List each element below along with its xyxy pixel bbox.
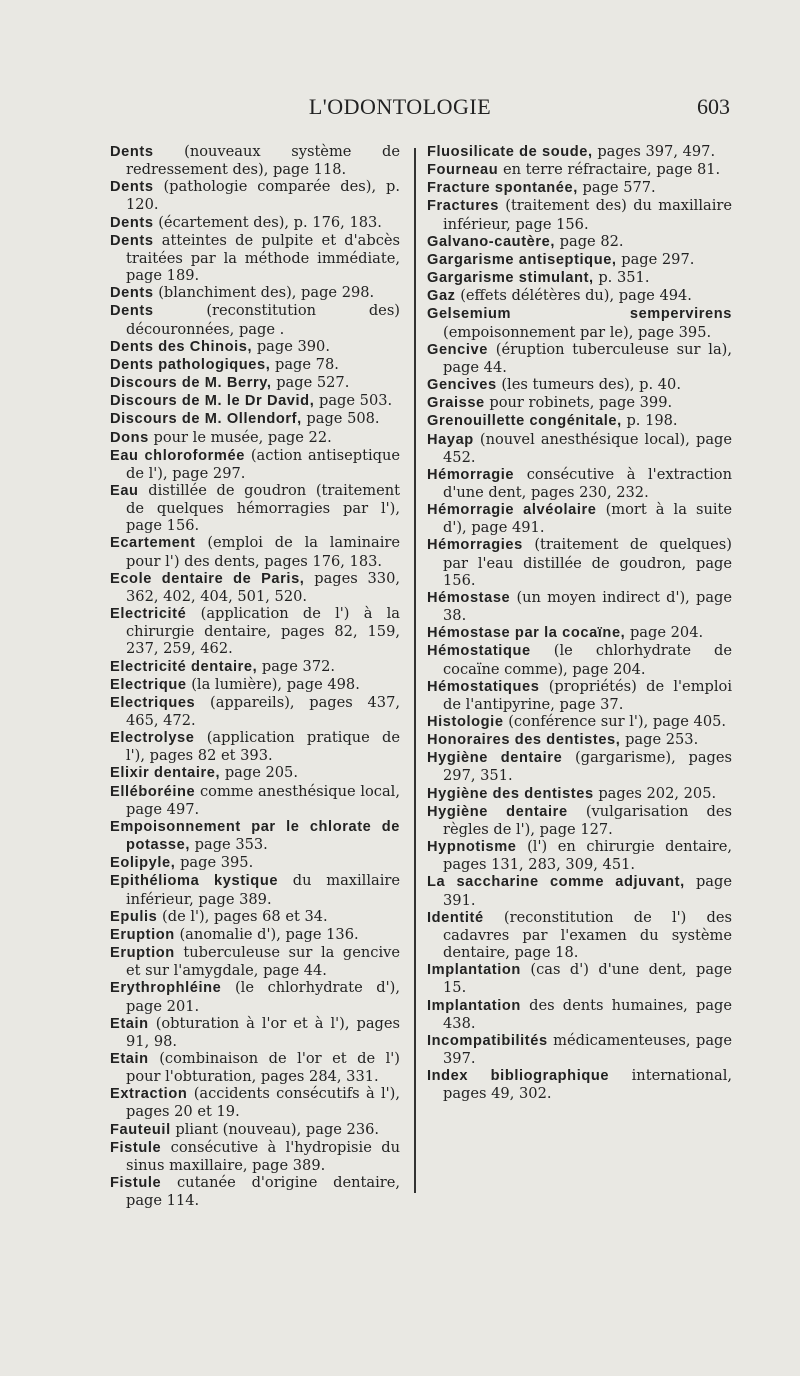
index-term: Eau [110, 482, 139, 499]
index-description: page 395. [180, 854, 254, 872]
index-entry [110, 1174, 400, 1209]
index-description: (l') en chirurgie dentaire, pages 131, 283, 309, 451. [443, 838, 733, 874]
index-term: Honoraires des dentistes, [427, 732, 621, 749]
index-entry [110, 872, 400, 907]
index-term: Implantation [427, 962, 521, 979]
index-description: (écartement des), p. 176, 183. [158, 213, 382, 231]
index-description: (mort à la suite d'), page 491. [443, 501, 733, 537]
index-entry [110, 658, 400, 676]
index-term: Discours de M. Ollendorf, [110, 411, 302, 428]
index-entry [427, 961, 732, 996]
index-term: Dents [110, 179, 154, 196]
index-entry [427, 197, 732, 232]
index-entry [427, 536, 732, 588]
index-description: distillée de goudron (traitement de quelques hémorragies par l'), page 156. [126, 481, 400, 535]
index-entry [427, 412, 732, 430]
index-entry [110, 605, 400, 657]
index-entry [110, 694, 400, 729]
index-entry [427, 749, 732, 784]
index-description: page 204. [629, 624, 704, 642]
index-term: Fauteuil [110, 1121, 171, 1138]
index-term: Extraction [110, 1086, 188, 1103]
index-term: Gaz [427, 288, 456, 305]
index-description: (traitement des) du maxillaire inférieur, page 156. [443, 197, 733, 233]
index-term: Ecole dentaire de Paris, [110, 570, 305, 587]
index-term: Erythrophléine [110, 980, 222, 997]
index-description: (obturation à l'or et à l'), pages 91, 98. [126, 1014, 400, 1050]
index-entry [110, 302, 400, 337]
index-term: Hémorragie [427, 466, 515, 483]
index-entry [427, 161, 732, 179]
index-description: (effets délétères du), page 494. [460, 287, 692, 305]
index-description: page 391. [443, 873, 732, 909]
index-description: page 508. [306, 410, 380, 428]
index-term: Dents pathologiques, [110, 356, 271, 373]
index-entry [110, 570, 400, 605]
index-term: Index bibliographique [427, 1068, 610, 1085]
index-term: Gencive [427, 341, 488, 358]
index-entry [110, 729, 400, 764]
index-description: page 297. [621, 250, 695, 268]
index-entry [427, 501, 732, 536]
index-description: (éruption tuberculeuse sur la), page 44. [443, 340, 732, 376]
index-description: (vulgarisation des règles de l'), page 127. [443, 802, 732, 838]
index-description: (conférence sur l'), page 405. [508, 713, 727, 730]
index-term: Hémostatiques [427, 678, 540, 695]
index-description: (gargarisme), pages 297, 351. [443, 749, 732, 785]
index-term: Ecartement [110, 535, 196, 552]
index-entry [110, 338, 400, 356]
index-entry [110, 908, 400, 926]
index-term: Galvano-cautère, [427, 233, 556, 250]
index-term: Dents [110, 303, 154, 320]
index-term: Identité [427, 909, 484, 926]
index-entry [427, 394, 732, 412]
index-entry [427, 678, 732, 713]
index-term: Dents [110, 285, 154, 302]
index-entry [110, 392, 400, 410]
index-description: des dents humaines, page 438. [443, 996, 733, 1032]
index-term: Hémostase par la cocaïne, [427, 625, 626, 642]
index-description: (emploi de la laminaire pour l') des dents, pages 176, 183. [126, 534, 401, 570]
index-description: cutanée d'origine dentaire, page 114. [126, 1174, 401, 1210]
index-entry [110, 429, 400, 447]
index-term: Hémostase [427, 589, 511, 606]
index-entry [427, 909, 732, 961]
index-entry [110, 783, 400, 818]
index-description: pages 330, 362, 402, 404, 501, 520. [126, 569, 401, 605]
index-description: (blanchiment des), page 298. [158, 284, 375, 302]
index-description: pages 202, 205. [598, 784, 717, 802]
index-term: Gelsemium sempervirens [427, 306, 732, 323]
index-term: Dons [110, 429, 149, 446]
index-term: Hémostatique [427, 643, 531, 660]
index-entry [110, 926, 400, 944]
index-entry [110, 1015, 400, 1050]
index-description: (anomalie d'), page 136. [179, 925, 359, 943]
index-entry [427, 431, 732, 466]
index-term: Electrolyse [110, 730, 195, 747]
index-entry [110, 1085, 400, 1120]
index-term: Eruption [110, 945, 175, 962]
index-description: page 353. [194, 836, 268, 854]
index-entry [427, 997, 732, 1032]
index-description: en terre réfractaire, page 81. [502, 161, 721, 179]
index-entry [110, 1050, 400, 1085]
index-term: Dents [110, 232, 154, 249]
index-entry [427, 713, 732, 731]
index-entry [110, 1121, 400, 1139]
index-term: Etain [110, 1015, 149, 1032]
index-term: Incompatibilités [427, 1032, 548, 1049]
index-term: Hayap [427, 431, 474, 448]
index-description: consécutive à l'extraction d'une dent, pages 230, 232. [443, 465, 732, 501]
index-description: (un moyen indirect d'), page 38. [443, 588, 733, 625]
index-term: Electricité dentaire, [110, 658, 258, 675]
index-term: Implantation [427, 997, 521, 1014]
index-entry [110, 482, 400, 534]
index-term: Epulis [110, 908, 158, 925]
index-entry [427, 1067, 732, 1102]
index-description: (la lumière), page 498. [191, 675, 360, 693]
index-entry [427, 143, 732, 161]
index-description: page 253. [625, 731, 699, 749]
index-description: (de l'), pages 68 et 34. [162, 907, 328, 925]
index-term: Hygiène dentaire [427, 750, 563, 767]
index-term: Epithélioma kystique [110, 873, 279, 890]
index-entry [427, 269, 732, 287]
index-entry [427, 305, 732, 340]
index-term: Electrique [110, 676, 187, 693]
index-entry [427, 589, 732, 624]
index-term: Graisse [427, 395, 485, 412]
index-entry [427, 376, 732, 394]
index-description: page 577. [582, 179, 656, 197]
running-title: L'ODONTOLOGIE [308, 94, 492, 119]
index-description: (propriétés) de l'emploi de l'antipyrine, page 37. [443, 677, 732, 713]
index-entry [427, 466, 732, 501]
index-entry [110, 764, 400, 782]
index-entry [110, 447, 400, 482]
index-term: Dents [110, 144, 154, 160]
index-description: (cas d') d'une dent, page 15. [443, 961, 732, 997]
index-term: Electricité [110, 606, 187, 623]
index-description: (le chlorhydrate de cocaïne comme), page 204. [443, 642, 733, 678]
index-term: Hygiène dentaire [427, 803, 568, 820]
index-entry [110, 374, 400, 392]
index-description: (empoisonnement par le), page 395. [443, 323, 712, 341]
index-entry [110, 178, 400, 213]
index-description: (accidents consécutifs à l'), pages 20 et 19. [126, 1085, 401, 1121]
index-description: du maxillaire inférieur, page 389. [126, 872, 400, 908]
index-term: Dents des Chinois, [110, 338, 253, 355]
index-description: international, pages 49, 302. [443, 1067, 733, 1103]
index-entry [427, 233, 732, 251]
index-term: Hygiène des dentistes [427, 785, 594, 802]
index-description: (action antiseptique de l'), page 297. [126, 446, 400, 482]
page-number: 603 [697, 94, 730, 119]
index-term: Grenouillette congénitale, [427, 413, 622, 430]
index-term: La saccharine comme adjuvant, [427, 874, 685, 891]
index-entry [110, 818, 400, 854]
index-description: page 503. [319, 392, 393, 410]
index-term: Gargarisme antiseptique, [427, 251, 617, 268]
index-term: Fluosilicate de soude, [427, 144, 593, 160]
index-term: Fracture spontanée, [427, 180, 578, 197]
index-entry [110, 232, 400, 284]
index-term: Eolipyle, [110, 855, 176, 872]
index-description: pliant (nouveau), page 236. [175, 1120, 380, 1138]
index-term: Etain [110, 1050, 149, 1067]
index-term: Empoisonnement par le chlorate de potasse, [110, 818, 400, 854]
index-term: Dents [110, 214, 154, 231]
index-column-left [110, 143, 400, 1209]
index-term: Elixir dentaire, [110, 765, 221, 782]
index-description: (le chlorhydrate d'), page 201. [126, 979, 400, 1015]
index-entry [427, 179, 732, 197]
index-term: Elléboréine [110, 783, 196, 800]
index-entry [110, 944, 400, 979]
index-entry [110, 214, 400, 232]
index-entry [427, 838, 732, 873]
index-description: (application pratique de l'), pages 82 et 393. [126, 729, 400, 765]
index-entry [427, 287, 732, 305]
index-description: page 205. [224, 764, 298, 782]
index-entry [110, 356, 400, 374]
index-description: page 390. [256, 337, 330, 355]
index-term: Histologie [427, 714, 504, 730]
index-entry [110, 410, 400, 428]
index-term: Hémorragies [427, 537, 523, 554]
index-term: Eau chloroformée [110, 447, 245, 464]
index-term: Fourneau [427, 162, 499, 179]
index-entry [427, 803, 732, 838]
index-entry [110, 1139, 400, 1174]
index-entry [110, 979, 400, 1014]
index-description: (nouveaux système de redressement des), page 118. [126, 143, 400, 179]
index-term: Discours de M. Berry, [110, 375, 272, 392]
index-entry [110, 676, 400, 694]
index-term: Gencives [427, 377, 497, 394]
index-entry [110, 854, 400, 872]
index-entry [427, 341, 732, 376]
index-term: Fistule [110, 1175, 162, 1192]
index-entry [427, 785, 732, 803]
index-description: page 372. [261, 657, 336, 675]
index-description: tuberculeuse sur la gencive et sur l'amygdale, page 44. [126, 944, 400, 980]
index-description: (combinaison de l'or et de l') pour l'obturation, pages 284, 331. [126, 1049, 400, 1086]
index-term: Hémorragie alvéolaire [427, 502, 597, 519]
index-entry [427, 642, 732, 677]
index-description: (application de l') à la chirurgie dentaire, pages 82, 159, 237, 259, 462. [126, 605, 401, 658]
index-entry [427, 251, 732, 269]
index-entry [427, 731, 732, 749]
index-entry [427, 624, 732, 642]
index-description: médicamenteuses, page 397. [443, 1031, 733, 1067]
index-term: Electriques [110, 694, 196, 711]
index-description: pour le musée, page 22. [153, 428, 332, 446]
index-term: Fractures [427, 198, 499, 215]
index-description: pages 397, 497. [597, 143, 716, 160]
index-term: Discours de M. le Dr David, [110, 393, 315, 410]
index-description: page 82. [559, 232, 624, 250]
index-entry [427, 1032, 732, 1067]
index-description: (reconstitution des) découronnées, page . [126, 302, 400, 338]
index-term: Hypnotisme [427, 839, 517, 856]
column-divider [414, 148, 416, 1193]
index-description: (reconstitution de l') des cadavres par l'examen du système dentaire, page 18. [443, 908, 732, 962]
index-description: (traitement de quelques) par l'eau distillée de goudron, page 156. [443, 536, 732, 589]
index-description: (nouvel anesthésique local), page 452. [443, 430, 732, 466]
index-column-right [427, 143, 732, 1102]
index-description: p. 351. [598, 269, 650, 287]
index-entry [110, 284, 400, 302]
index-description: p. 198. [626, 412, 678, 430]
index-entry [110, 143, 400, 178]
index-description: page 527. [276, 374, 350, 392]
index-term: Gargarisme stimulant, [427, 270, 594, 287]
index-description: (les tumeurs des), p. 40. [501, 376, 681, 394]
index-term: Eruption [110, 926, 175, 943]
index-description: pour robinets, page 399. [489, 394, 673, 412]
index-description: consécutive à l'hydropisie du sinus maxillaire, page 389. [126, 1138, 400, 1174]
index-description: (pathologie comparée des), p. 120. [126, 178, 400, 214]
index-description: atteintes de pulpite et d'abcès traitées par la méthode immédiate, page 189. [126, 231, 400, 285]
index-entry [110, 534, 400, 569]
index-term: Fistule [110, 1139, 162, 1156]
index-description: page 78. [275, 355, 339, 373]
index-description: comme anesthésique local, page 497. [126, 782, 400, 818]
index-description: (appareils), pages 437, 465, 472. [126, 693, 400, 729]
index-entry [427, 873, 732, 908]
